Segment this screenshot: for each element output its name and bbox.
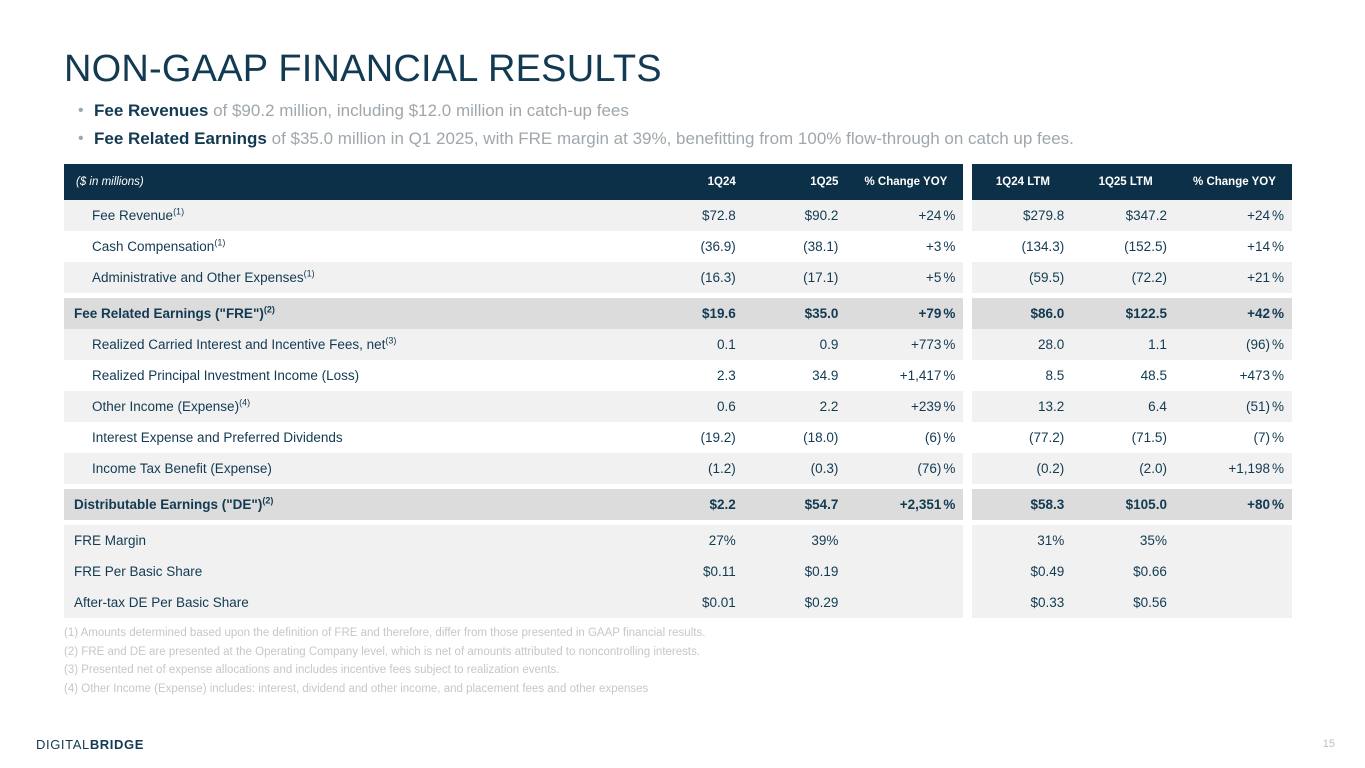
cell-value: +21 [1247, 270, 1270, 285]
row-label: FRE Margin [64, 525, 643, 556]
cell-1q24: 0.1 [643, 329, 746, 360]
cell-gap [963, 231, 971, 262]
footnote-1: (1) Amounts determined based upon the definition of FRE and therefore, differ from those presented in GAAP financial results. [64, 627, 706, 639]
row-label: Distributable Earnings ("DE")$^{(2)}$ [64, 489, 643, 520]
row-label: After-tax DE Per Basic Share [64, 587, 643, 618]
cell-gap [963, 587, 971, 618]
table-header [64, 164, 1292, 200]
percent-symbol: % [943, 461, 956, 476]
row-label: Fee Revenue$^{(1)}$ [64, 200, 643, 231]
cell-1q24: (19.2) [643, 422, 746, 453]
cell-change-yoy [848, 200, 963, 231]
footnote-marker: (4) [239, 397, 251, 408]
row-label: Realized Carried Interest and Incentive Fees, net$^{(3)}$ [64, 329, 643, 360]
percent-symbol: % [943, 270, 956, 285]
cell-1q25: (18.0) [746, 422, 849, 453]
bullet-list [78, 98, 1308, 154]
cell-value: +24 [1247, 208, 1270, 223]
cell-value: +80 [1247, 497, 1270, 512]
cell-1q25-ltm: $105.0 [1074, 489, 1177, 520]
cell-change-yoy [848, 587, 963, 618]
cell-1q24-ltm: $58.3 [972, 489, 1075, 520]
cell-change-yoy-ltm [1177, 525, 1292, 556]
row-label: FRE Per Basic Share [64, 556, 643, 587]
cell-value: +14 [1247, 239, 1270, 254]
cell-1q24: 0.6 [643, 391, 746, 422]
cell-1q24: 2.3 [643, 360, 746, 391]
column-header-change-yoy-ltm: % Change YOY [1177, 164, 1292, 200]
percent-symbol: % [1271, 430, 1284, 445]
percent-symbol: % [943, 497, 956, 512]
cell-change-yoy-ltm [1177, 453, 1292, 484]
cell-gap [963, 298, 971, 329]
cell-change-yoy [848, 262, 963, 293]
percent-symbol: % [1271, 368, 1284, 383]
bullet-text [94, 98, 629, 124]
footnote-marker: (1) [214, 237, 226, 248]
cell-1q25-ltm: $347.2 [1074, 200, 1177, 231]
cell-value: (6) [924, 430, 942, 445]
cell-change-yoy [848, 489, 963, 520]
table-row [64, 262, 1292, 293]
percent-symbol: % [1271, 270, 1284, 285]
table-row [64, 298, 1292, 329]
percent-symbol: % [1271, 399, 1284, 414]
cell-1q25: $90.2 [746, 200, 849, 231]
cell-1q24-ltm: $0.49 [972, 556, 1075, 587]
cell-1q25: 39% [746, 525, 849, 556]
financial-table [64, 164, 1292, 618]
cell-1q25: $0.29 [746, 587, 849, 618]
cell-1q25-ltm: $122.5 [1074, 298, 1177, 329]
cell-change-yoy [848, 556, 963, 587]
cell-1q25-ltm: 1.1 [1074, 329, 1177, 360]
cell-1q24-ltm: (0.2) [972, 453, 1075, 484]
percent-symbol: % [943, 337, 956, 352]
cell-1q24-ltm: (134.3) [972, 231, 1075, 262]
column-header-1q24: 1Q24 [643, 164, 746, 200]
cell-value: +773 [910, 337, 942, 352]
bullet-emphasis: Fee Related Earnings [94, 129, 267, 148]
cell-change-yoy [848, 231, 963, 262]
cell-1q24-ltm: (77.2) [972, 422, 1075, 453]
cell-1q24: $2.2 [643, 489, 746, 520]
table-units-label: ($ in millions) [64, 164, 643, 200]
percent-symbol: % [943, 239, 956, 254]
cell-1q25-ltm: (2.0) [1074, 453, 1177, 484]
table-row [64, 231, 1292, 262]
table-body [64, 200, 1292, 618]
cell-change-yoy [848, 391, 963, 422]
table-row [64, 391, 1292, 422]
cell-gap [963, 391, 971, 422]
cell-change-yoy-ltm [1177, 262, 1292, 293]
percent-symbol: % [943, 208, 956, 223]
cell-1q24: $72.8 [643, 200, 746, 231]
percent-symbol: % [1271, 461, 1284, 476]
percent-symbol: % [943, 430, 956, 445]
cell-change-yoy-ltm [1177, 422, 1292, 453]
percent-symbol: % [943, 306, 956, 321]
cell-1q25-ltm: (71.5) [1074, 422, 1177, 453]
table-row [64, 556, 1292, 587]
percent-symbol: % [1271, 497, 1284, 512]
cell-1q25: $0.19 [746, 556, 849, 587]
row-label: Cash Compensation$^{(1)}$ [64, 231, 643, 262]
bullet-dot-icon: • [78, 130, 84, 147]
bullet-text [94, 126, 1074, 152]
cell-gap [963, 453, 971, 484]
cell-1q24: 27% [643, 525, 746, 556]
cell-value: +1,417 [899, 368, 942, 383]
cell-gap [963, 525, 971, 556]
column-header-1q24-ltm: 1Q24 LTM [972, 164, 1075, 200]
cell-change-yoy-ltm [1177, 587, 1292, 618]
cell-1q25-ltm: (152.5) [1074, 231, 1177, 262]
cell-change-yoy-ltm [1177, 200, 1292, 231]
cell-change-yoy-ltm [1177, 298, 1292, 329]
cell-gap [963, 200, 971, 231]
cell-1q25-ltm: $0.66 [1074, 556, 1177, 587]
footnote-3: (3) Presented net of expense allocations and includes incentive fees subject to realization events. [64, 664, 560, 677]
cell-1q24-ltm: 31% [972, 525, 1075, 556]
table-row [64, 329, 1292, 360]
cell-value: +42 [1247, 306, 1270, 321]
row-label: Income Tax Benefit (Expense) [64, 453, 643, 484]
percent-symbol: % [1271, 239, 1284, 254]
cell-1q25-ltm: $0.56 [1074, 587, 1177, 618]
cell-gap [963, 422, 971, 453]
cell-change-yoy [848, 329, 963, 360]
cell-1q24-ltm: $279.8 [972, 200, 1075, 231]
cell-change-yoy [848, 298, 963, 329]
percent-symbol: % [943, 399, 956, 414]
cell-1q25-ltm: 48.5 [1074, 360, 1177, 391]
cell-gap [963, 262, 971, 293]
bullet-dot-icon: • [78, 102, 84, 119]
cell-1q24-ltm: 28.0 [972, 329, 1075, 360]
header-gap [963, 164, 971, 200]
cell-value: (7) [1253, 430, 1270, 445]
list-item [78, 126, 1308, 152]
footnote-marker: (1) [303, 268, 315, 279]
cell-1q24-ltm: $86.0 [972, 298, 1075, 329]
logo-bold-text: BRIDGE [89, 737, 144, 752]
cell-change-yoy-ltm [1177, 489, 1292, 520]
cell-gap [963, 329, 971, 360]
cell-change-yoy-ltm [1177, 556, 1292, 587]
cell-change-yoy-ltm [1177, 391, 1292, 422]
column-header-change-yoy: % Change YOY [848, 164, 963, 200]
table-row [64, 200, 1292, 231]
footnote-marker: (1) [173, 206, 185, 217]
page-title: NON-GAAP FINANCIAL RESULTS [64, 48, 662, 90]
row-label: Interest Expense and Preferred Dividends [64, 422, 643, 453]
cell-1q24-ltm: (59.5) [972, 262, 1075, 293]
cell-1q25-ltm: (72.2) [1074, 262, 1177, 293]
cell-1q25: (38.1) [746, 231, 849, 262]
cell-value: (96) [1245, 337, 1270, 352]
cell-1q24: (1.2) [643, 453, 746, 484]
table-row [64, 453, 1292, 484]
cell-1q25-ltm: 6.4 [1074, 391, 1177, 422]
cell-1q24-ltm: 13.2 [972, 391, 1075, 422]
row-label: Fee Related Earnings ("FRE")$^{(2)}$ [64, 298, 643, 329]
cell-1q25: $35.0 [746, 298, 849, 329]
cell-1q24: (36.9) [643, 231, 746, 262]
percent-symbol: % [1271, 337, 1284, 352]
cell-value: (76) [917, 461, 942, 476]
cell-value: +5 [926, 270, 942, 285]
column-header-1q25: 1Q25 [746, 164, 849, 200]
row-label: Administrative and Other Expenses$^{(1)}$ [64, 262, 643, 293]
footnote-2: (2) FRE and DE are presented at the Operating Company level, which is net of amounts attributed to noncontrolling interests. [64, 645, 701, 658]
cell-1q25: $54.7 [746, 489, 849, 520]
footnote-4: (4) Other Income (Expense) includes: interest, dividend and other income, and placement fees and other expenses [64, 682, 649, 695]
table-row [64, 489, 1292, 520]
cell-1q24: $0.01 [643, 587, 746, 618]
table-row [64, 525, 1292, 556]
footnote-marker: (2) [262, 495, 274, 506]
cell-value: (51) [1245, 399, 1270, 414]
cell-value: +1,198 [1228, 461, 1270, 476]
cell-value: +79 [918, 306, 942, 321]
cell-change-yoy-ltm [1177, 360, 1292, 391]
cell-1q25: (17.1) [746, 262, 849, 293]
cell-change-yoy-ltm [1177, 329, 1292, 360]
page-number: 15 [1322, 738, 1335, 750]
cell-1q25: (0.3) [746, 453, 849, 484]
column-header-1q25-ltm: 1Q25 LTM [1074, 164, 1177, 200]
bullet-emphasis: Fee Revenues [94, 101, 209, 120]
table-row [64, 360, 1292, 391]
cell-change-yoy [848, 525, 963, 556]
cell-change-yoy [848, 453, 963, 484]
table-row [64, 587, 1292, 618]
percent-symbol: % [1271, 306, 1284, 321]
cell-gap [963, 360, 971, 391]
cell-gap [963, 489, 971, 520]
cell-1q25: 34.9 [746, 360, 849, 391]
footnote-marker: (2) [263, 304, 275, 315]
row-label: Realized Principal Investment Income (Loss) [64, 360, 643, 391]
financial-table-container [64, 164, 1292, 618]
cell-1q24-ltm: $0.33 [972, 587, 1075, 618]
table-row [64, 422, 1292, 453]
bullet-rest: of $90.2 million, including $12.0 million in catch-up fees [208, 101, 629, 120]
cell-1q24: $0.11 [643, 556, 746, 587]
logo-light-text: DIGITAL [36, 737, 90, 752]
cell-1q24: $19.6 [643, 298, 746, 329]
footnote-marker: (3) [385, 335, 397, 346]
bullet-rest: of $35.0 million in Q1 2025, with FRE margin at 39%, benefitting from 100% flow-through on catch up fees. [266, 129, 1074, 148]
cell-value: +3 [926, 239, 942, 254]
cell-1q25: 2.2 [746, 391, 849, 422]
percent-symbol: % [1271, 208, 1284, 223]
cell-1q25: 0.9 [746, 329, 849, 360]
cell-1q24-ltm: 8.5 [972, 360, 1075, 391]
footnotes [64, 624, 705, 698]
cell-change-yoy [848, 422, 963, 453]
cell-change-yoy-ltm [1177, 231, 1292, 262]
percent-symbol: % [943, 368, 956, 383]
list-item [78, 98, 1308, 124]
cell-gap [963, 556, 971, 587]
cell-value: +473 [1239, 368, 1270, 383]
cell-change-yoy [848, 360, 963, 391]
row-label: Other Income (Expense)$^{(4)}$ [64, 391, 643, 422]
cell-value: +2,351 [899, 497, 942, 512]
cell-value: +24 [918, 208, 942, 223]
cell-value: +239 [910, 399, 942, 414]
cell-1q25-ltm: 35% [1074, 525, 1177, 556]
cell-1q24: (16.3) [643, 262, 746, 293]
company-logo [36, 737, 144, 752]
